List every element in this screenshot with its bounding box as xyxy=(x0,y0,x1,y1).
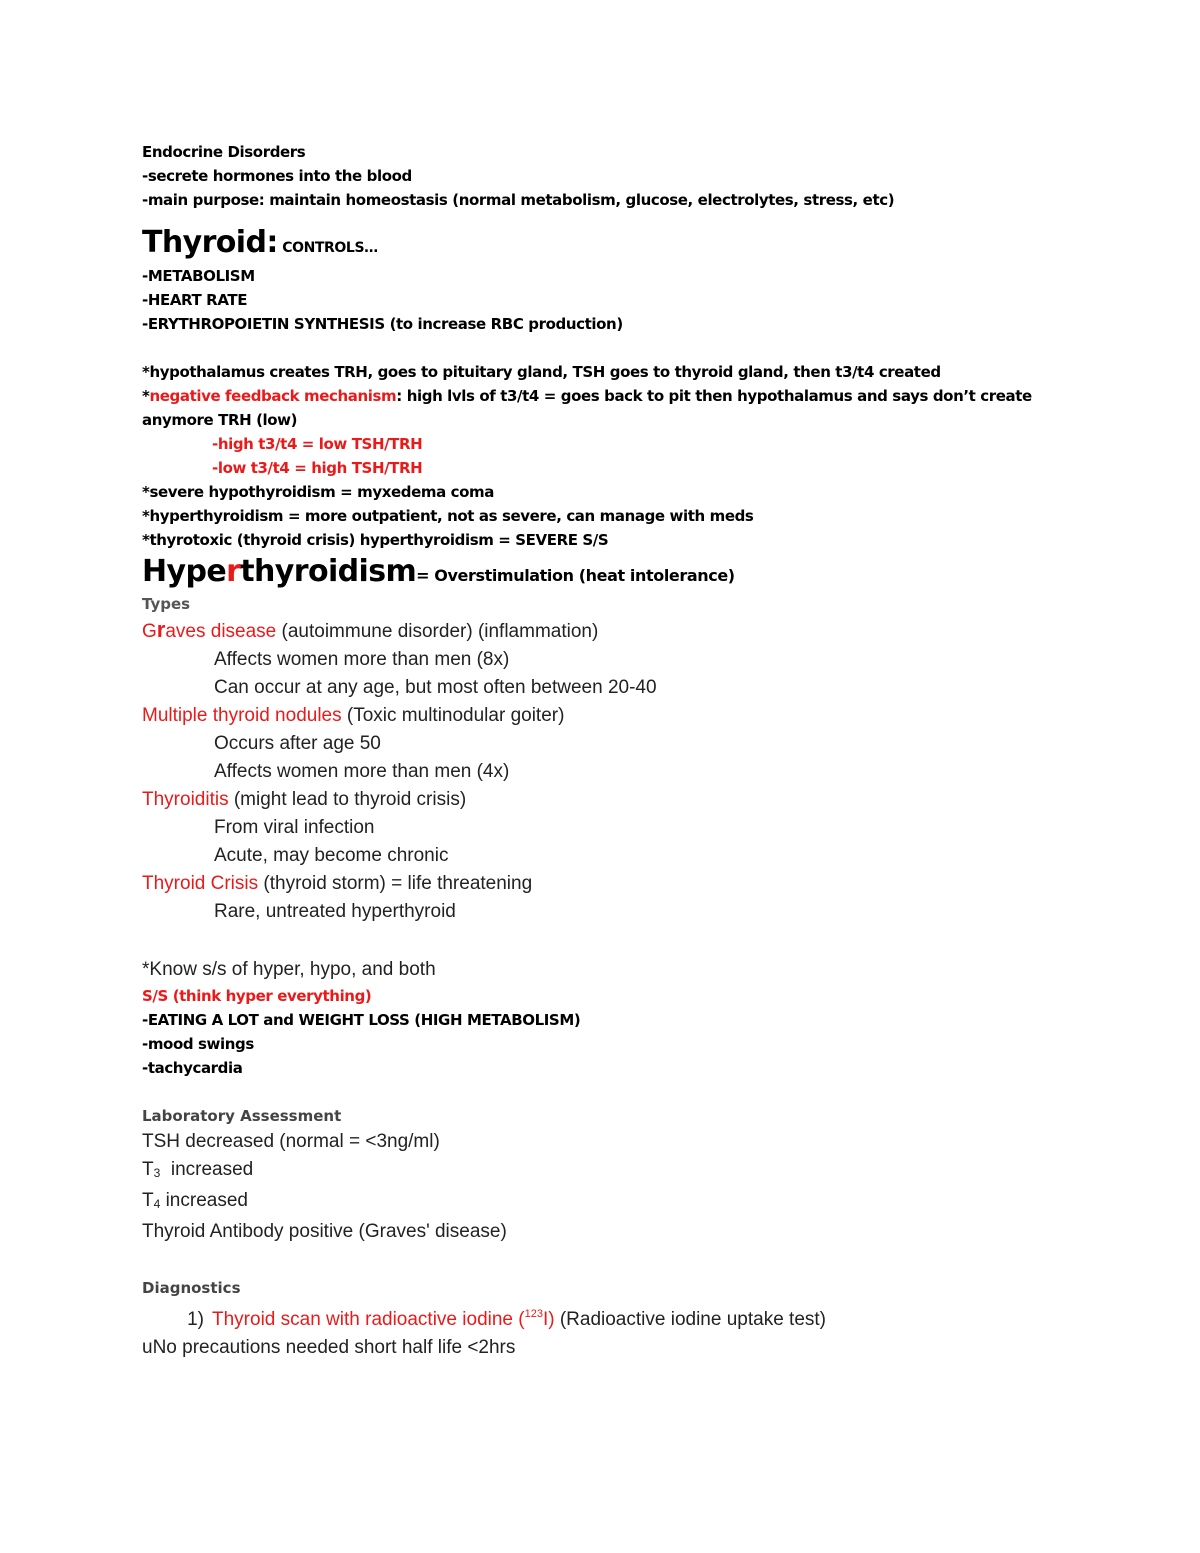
intro-line: -main purpose: maintain homeostasis (normal metabolism, glucose, electrolytes, stress, etc) xyxy=(142,191,895,209)
thyroid-note: *hyperthyroidism = more outpatient, not as severe, can manage with meds xyxy=(142,507,754,525)
types-label: Types xyxy=(142,595,191,613)
graves-g: G xyxy=(142,621,157,642)
lab-tsh: TSH decreased (normal = <3ng/ml) xyxy=(142,1131,440,1152)
heading-part: thyroidism xyxy=(240,554,417,589)
graves-detail: Affects women more than men (8x) xyxy=(214,649,510,670)
t4-result: increased xyxy=(160,1190,248,1211)
lab-antibody: Thyroid Antibody positive (Graves' disease) xyxy=(142,1221,507,1242)
crisis-desc: (thyroid storm) = life threatening xyxy=(258,873,533,894)
lab-title: Laboratory Assessment xyxy=(142,1107,342,1125)
list-number: 1) xyxy=(187,1309,204,1330)
nodules-detail: Affects women more than men (4x) xyxy=(214,761,510,782)
scan-name-end: I) xyxy=(542,1309,555,1330)
graves-detail: Can occur at any age, but most often between 20-40 xyxy=(214,677,657,698)
thyroiditis-detail: Acute, may become chronic xyxy=(214,845,449,866)
t3-letter: T xyxy=(142,1159,154,1180)
graves-name: aves disease xyxy=(165,621,277,642)
nodules-line xyxy=(142,702,1082,730)
hyperthyroidism-definition: = Overstimulation (heat intolerance) xyxy=(416,566,735,585)
spacer xyxy=(142,336,1082,360)
lab-t4 xyxy=(142,1187,1082,1218)
spacer xyxy=(142,1080,1082,1104)
thyroiditis-line xyxy=(142,786,1082,814)
crisis-name: Thyroid Crisis xyxy=(142,873,259,894)
hyperthyroidism-heading-line xyxy=(142,552,1082,592)
scan-desc: (Radioactive iodine uptake test) xyxy=(554,1309,826,1330)
precaution-note: uNo precautions needed short half life <2hrs xyxy=(142,1337,516,1358)
thyroid-control-item: -ERYTHROPOIETIN SYNTHESIS (to increase RBC production) xyxy=(142,315,623,333)
document-body xyxy=(142,140,1082,1362)
lab-t3 xyxy=(142,1156,1082,1187)
thyroiditis-desc: (might lead to thyroid crisis) xyxy=(228,789,467,810)
sign-item: -mood swings xyxy=(142,1035,254,1053)
negative-feedback-term: negative feedback mechanism xyxy=(149,387,397,405)
t3-result: increased xyxy=(160,1159,254,1180)
feedback-explanation: : high lvls of t3/t4 = goes back to pit then hypothalamus and says don’t create anymore TRH (low) xyxy=(142,387,1032,429)
doc-title: Endocrine Disorders xyxy=(142,143,306,161)
thyroid-note: *severe hypothyroidism = myxedema coma xyxy=(142,483,494,501)
graves-line xyxy=(142,616,1082,646)
diagnostic-item xyxy=(142,1300,1082,1334)
signs-header: S/S (think hyper everything) xyxy=(142,987,372,1005)
feedback-rule: -high t3/t4 = low TSH/TRH xyxy=(212,435,423,453)
sign-item: -EATING A LOT and WEIGHT LOSS (HIGH METABOLISM) xyxy=(142,1011,581,1029)
thyroid-heading-line xyxy=(142,222,1082,264)
nodules-name: Multiple thyroid nodules xyxy=(142,705,342,726)
thyroid-control-item: -METABOLISM xyxy=(142,267,255,285)
t4-subscript: 4 xyxy=(153,1197,161,1211)
nodules-desc: (Toxic multinodular goiter) xyxy=(341,705,565,726)
hyperthyroidism-heading xyxy=(142,554,416,589)
t3-subscript: 3 xyxy=(153,1166,161,1180)
controls-label: CONTROLS… xyxy=(282,240,378,256)
sign-item: -tachycardia xyxy=(142,1059,243,1077)
thyroid-control-item: -HEART RATE xyxy=(142,291,248,309)
know-signs-note: *Know s/s of hyper, hypo, and both xyxy=(142,959,436,980)
graves-r: r xyxy=(156,617,166,642)
feedback-note xyxy=(142,384,1082,432)
feedback-rule: -low t3/t4 = high TSH/TRH xyxy=(212,459,423,477)
thyroid-note: *hypothalamus creates TRH, goes to pituitary gland, TSH goes to thyroid gland, then t3/t4 created xyxy=(142,363,941,381)
spacer xyxy=(142,926,1082,956)
intro-line: -secrete hormones into the blood xyxy=(142,167,412,185)
thyroid-heading: Thyroid: xyxy=(142,225,278,260)
isotope-superscript: 123 xyxy=(524,1308,543,1320)
graves-desc: (autoimmune disorder) (inflammation) xyxy=(276,621,599,642)
scan-name: Thyroid scan with radioactive iodine ( xyxy=(212,1309,525,1330)
spacer xyxy=(142,1246,1082,1276)
thyroiditis-name: Thyroiditis xyxy=(142,789,229,810)
crisis-detail: Rare, untreated hyperthyroid xyxy=(214,901,456,922)
diagnostics-title: Diagnostics xyxy=(142,1279,241,1297)
heading-red-letter: r xyxy=(226,554,241,589)
thyroiditis-detail: From viral infection xyxy=(214,817,375,838)
nodules-detail: Occurs after age 50 xyxy=(214,733,381,754)
thyroid-note: *thyrotoxic (thyroid crisis) hyperthyroidism = SEVERE S/S xyxy=(142,531,609,549)
note-star: * xyxy=(142,387,150,405)
crisis-line xyxy=(142,870,1082,898)
heading-part: Hype xyxy=(142,554,227,589)
t4-letter: T xyxy=(142,1190,154,1211)
